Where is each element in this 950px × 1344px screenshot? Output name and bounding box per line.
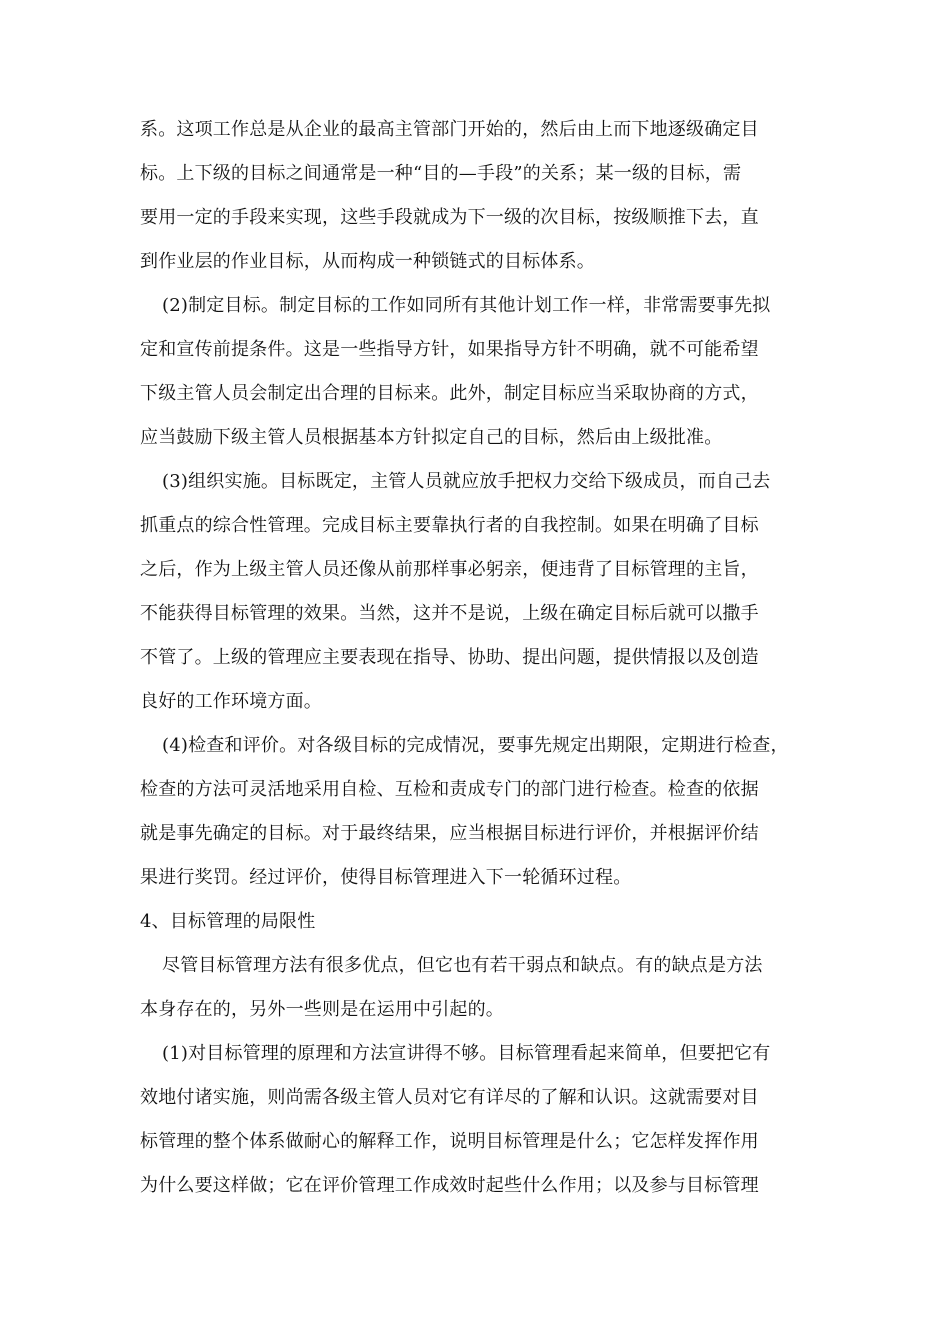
text-line: (1)对目标管理的原理和方法宣讲得不够。目标管理看起来简单，但要把它有 <box>162 1043 771 1064</box>
text-line: 果进行奖罚。经过评价，使得目标管理进入下一轮循环过程。 <box>140 867 632 888</box>
text-line: (3)组织实施。目标既定，主管人员就应放手把权力交给下级成员，而自己去 <box>162 471 771 492</box>
text-line: 尽管目标管理方法有很多优点，但它也有若干弱点和缺点。有的缺点是方法 <box>162 955 763 976</box>
text-line: 不管了。上级的管理应主要表现在指导、协助、提出问题，提供情报以及创造 <box>140 647 759 668</box>
text-line: 到作业层的作业目标，从而构成一种锁链式的目标体系。 <box>140 251 595 272</box>
text-line: (2)制定目标。制定目标的工作如同所有其他计划工作一样，非常需要事先拟 <box>162 295 771 316</box>
text-line: 效地付诸实施，则尚需各级主管人员对它有详尽的了解和认识。这就需要对目 <box>140 1087 759 1108</box>
text-line: 标管理的整个体系做耐心的解释工作，说明目标管理是什么；它怎样发挥作用 <box>140 1131 759 1152</box>
text-line: 定和宣传前提条件。这是一些指导方针，如果指导方针不明确，就不可能希望 <box>140 339 759 360</box>
text-line: 应当鼓励下级主管人员根据基本方针拟定自己的目标，然后由上级批准。 <box>140 427 723 448</box>
document-body <box>140 108 820 1208</box>
text-line: 系。这项工作总是从企业的最高主管部门开始的，然后由上而下地逐级确定目 <box>140 119 759 140</box>
text-line: 4、目标管理的局限性 <box>140 911 316 932</box>
text-line: 抓重点的综合性管理。完成目标主要靠执行者的自我控制。如果在明确了目标 <box>140 515 759 536</box>
text-line: 检查的方法可灵活地采用自检、互检和责成专门的部门进行检查。检查的依据 <box>140 779 759 800</box>
text-line: 下级主管人员会制定出合理的目标来。此外，制定目标应当采取协商的方式， <box>140 383 759 404</box>
text-line: 之后，作为上级主管人员还像从前那样事必躬亲，便违背了目标管理的主旨， <box>140 559 759 580</box>
text-line: 良好的工作环境方面。 <box>140 691 322 712</box>
text-line: 就是事先确定的目标。对于最终结果，应当根据目标进行评价，并根据评价结 <box>140 823 759 844</box>
text-line: 为什么要这样做；它在评价管理工作成效时起些什么作用；以及参与目标管理 <box>140 1175 759 1196</box>
text-line: 不能获得目标管理的效果。当然，这并不是说，上级在确定目标后就可以撒手 <box>140 603 759 624</box>
text-line: (4)检查和评价。对各级目标的完成情况，要事先规定出期限，定期进行检查， <box>162 735 789 756</box>
text-line: 要用一定的手段来实现，这些手段就成为下一级的次目标，按级顺推下去，直 <box>140 207 759 228</box>
text-line: 本身存在的，另外一些则是在运用中引起的。 <box>140 999 504 1020</box>
text-line: 标。上下级的目标之间通常是一种“目的—手段”的关系；某一级的目标，需 <box>140 163 742 184</box>
